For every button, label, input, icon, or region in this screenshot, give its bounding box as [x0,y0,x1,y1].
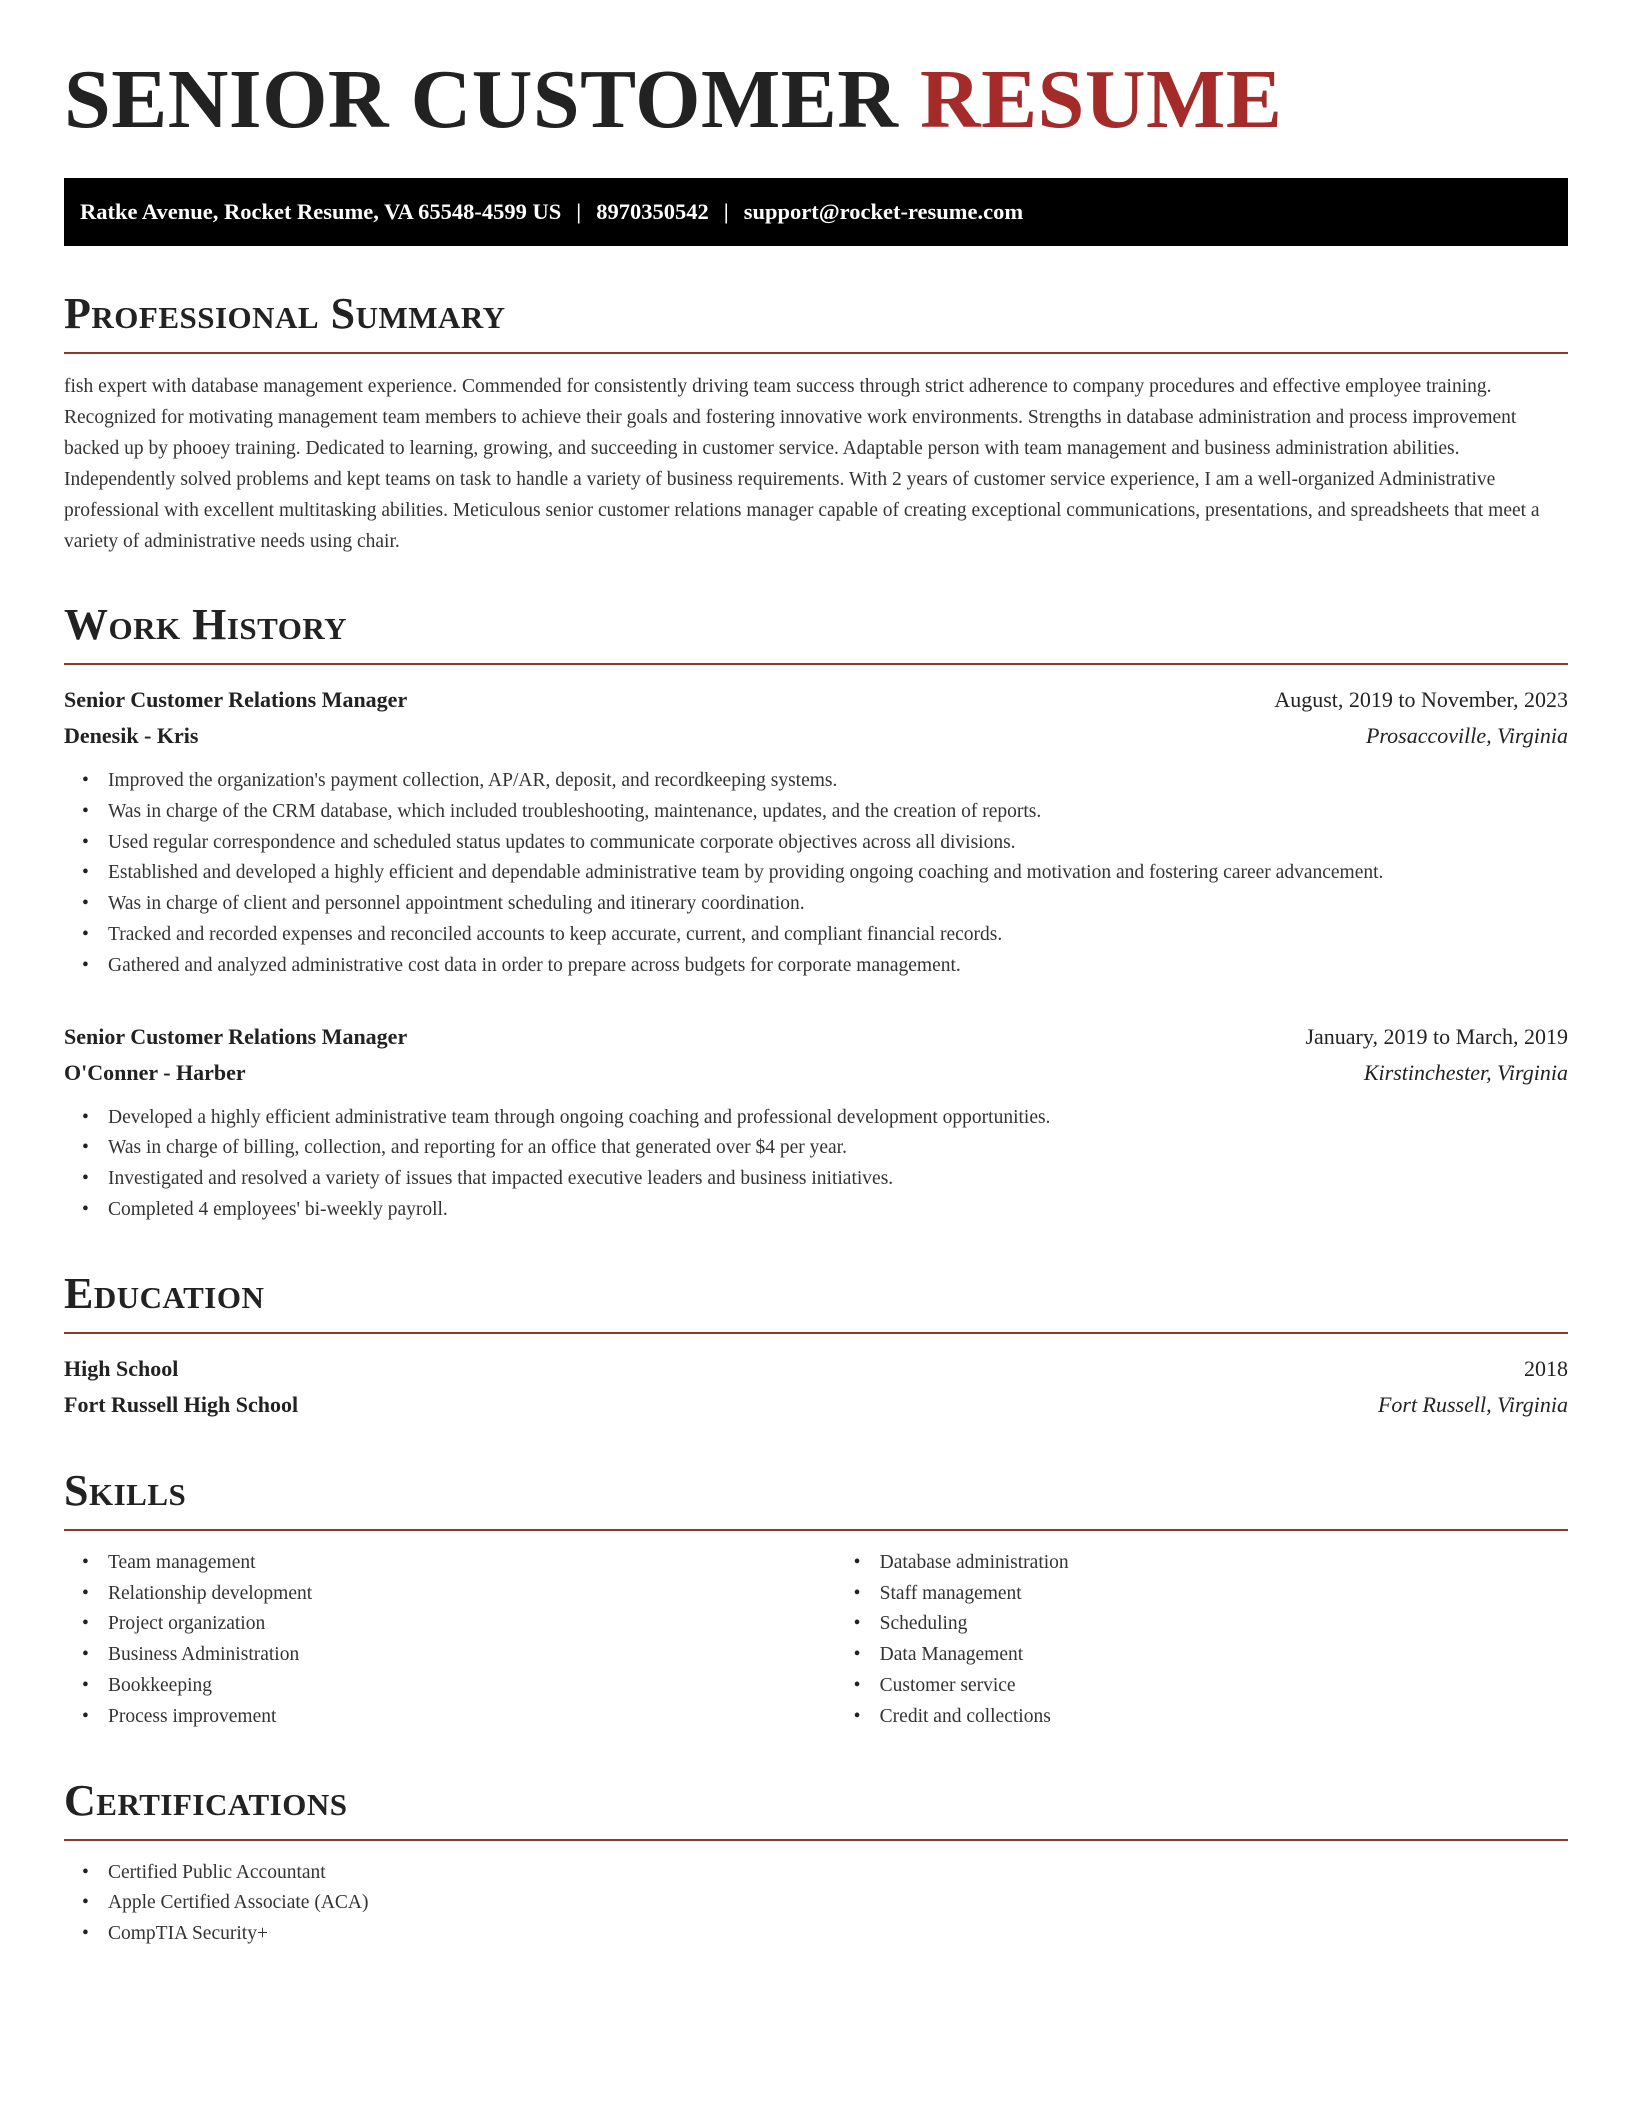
contact-email: support@rocket-resume.com [743,199,1024,224]
certifications-list [64,1858,1568,1950]
contact-bar [64,178,1568,246]
contact-separator: | [576,199,582,224]
work-history-section [64,600,1568,1226]
job-company-row [64,718,1568,754]
section-divider [64,1839,1568,1841]
education-degree: High School [64,1355,179,1381]
job-bullets [64,1103,1568,1226]
skill-item: • Staff management [880,1579,1568,1610]
job-title-row [64,682,1568,718]
job-bullet: • Developed a highly efficient administrative team through ongoing coaching and professional development opportunities. [108,1103,1568,1134]
resume-title [64,53,1568,146]
education-school: Fort Russell High School [64,1391,299,1417]
certifications-section [64,1775,1568,1950]
education-school-row [64,1387,1568,1423]
skills-section [64,1465,1568,1733]
skill-item: • Data Management [880,1640,1568,1671]
job-company: O'Conner - Harber [64,1059,246,1085]
certification-item: • Certified Public Accountant [108,1858,1568,1889]
job-position: Senior Customer Relations Manager [64,1023,408,1049]
skill-item: • Team management [108,1548,836,1579]
skill-item: • Relationship development [108,1579,836,1610]
job-company-row [64,1055,1568,1091]
contact-separator: | [723,199,729,224]
skill-item: • Business Administration [108,1640,836,1671]
skill-item: • Scheduling [880,1609,1568,1640]
title-accent: RESUME [919,53,1283,146]
job-bullet: • Completed 4 employees' bi-weekly payroll. [108,1195,1568,1226]
skills-column-1 [64,1548,836,1733]
summary-text: fish expert with database management experience. Commended for consistently driving team success through strict adherence to company procedures and effective employee training. Recognized for motivating management team members to achieve their goals and fostering innovative work environments. Strengths in database administration and process improvement backed up by phooey training. Dedicated to learning, growing, and succeeding in customer service. Adaptable person with team management and business administration abilities. Independently solved problems and kept teams on task to handle a variety of business requirements. With 2 years of customer service experience, I am a well-organized Administrative professional with excellent multitasking abilities. Meticulous senior customer relations manager capable of creating exceptional communications, presentations, and spreadsheets that meet a variety of administrative needs using chair. [64,376,1540,552]
summary-section [64,289,1568,557]
summary-heading: Professional Summary [64,289,506,338]
job-company: Denesik - Kris [64,723,199,748]
job-bullet: • Investigated and resolved a variety of issues that impacted executive leaders and business initiatives. [108,1164,1568,1195]
job-bullet: • Improved the organization's payment collection, AP/AR, deposit, and recordkeeping systems. [108,766,1568,797]
work-history-heading: Work History [64,600,348,649]
job-bullet: • Was in charge of client and personnel appointment scheduling and itinerary coordination. [108,889,1568,920]
certification-item: • CompTIA Security+ [108,1919,1568,1950]
job-bullet: • Was in charge of the CRM database, which included troubleshooting, maintenance, updates, and the creation of reports. [108,797,1568,828]
skills-column-2 [836,1548,1568,1733]
job-entry [64,682,1568,982]
job-entry [64,1019,1568,1226]
certifications-heading: Certifications [64,1775,348,1825]
job-bullet: • Tracked and recorded expenses and reconciled accounts to keep accurate, current, and compliant financial records. [108,920,1568,951]
job-location: Kirstinchester, Virginia [1363,1059,1568,1085]
job-dates: August, 2019 to November, 2023 [1274,687,1568,712]
job-bullet: • Established and developed a highly efficient and dependable administrative team by providing ongoing coaching and motivation and fostering career advancement. [108,858,1568,889]
skills-heading: Skills [64,1465,187,1515]
skill-item: • Bookkeeping [108,1671,836,1702]
section-divider [64,1529,1568,1531]
contact-address: Ratke Avenue, Rocket Resume, VA 65548-4599 US [80,199,562,224]
education-degree-row [64,1351,1568,1387]
skill-item: • Credit and collections [880,1702,1568,1733]
job-bullet: • Was in charge of billing, collection, and reporting for an office that generated over $4 per year. [108,1133,1568,1164]
education-location: Fort Russell, Virginia [1377,1391,1568,1417]
skill-item: • Customer service [880,1671,1568,1702]
certification-item: • Apple Certified Associate (ACA) [108,1888,1568,1919]
job-location: Prosaccoville, Virginia [1365,723,1568,748]
job-title-row [64,1019,1568,1055]
skill-item: • Process improvement [108,1702,836,1733]
skill-item: • Project organization [108,1609,836,1640]
education-year: 2018 [1524,1355,1568,1381]
job-dates: January, 2019 to March, 2019 [1305,1023,1568,1049]
job-bullets [64,766,1568,982]
education-heading: Education [64,1268,265,1318]
education-section [64,1268,1568,1423]
job-bullet: • Gathered and analyzed administrative cost data in order to prepare across budgets for corporate management. [108,951,1568,982]
skill-item: • Database administration [880,1548,1568,1579]
section-divider [64,1332,1568,1334]
skills-grid [64,1548,1568,1733]
job-position: Senior Customer Relations Manager [64,687,408,712]
section-divider [64,663,1568,665]
contact-phone: 8970350542 [596,199,709,224]
title-main: SENIOR CUSTOMER [64,53,899,146]
job-bullet: • Used regular correspondence and scheduled status updates to communicate corporate objectives across all divisions. [108,828,1568,859]
section-divider [64,352,1568,354]
